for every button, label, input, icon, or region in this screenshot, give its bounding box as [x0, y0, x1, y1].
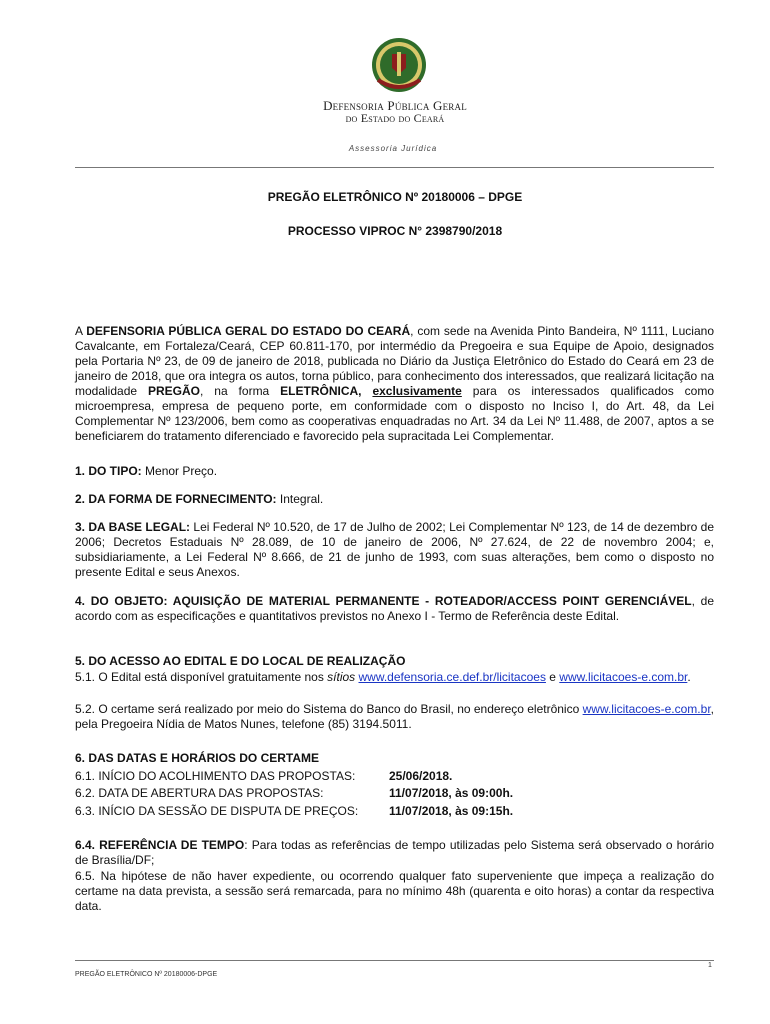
institution-name-line2: do Estado do Ceará [345, 111, 445, 125]
footer-divider [75, 960, 714, 961]
section-6-4: 6.4. REFERÊNCIA DE TEMPO: Para todas as referências de tempo utilizadas pelo Sistema será observado o horário de Brasília/DF; [75, 838, 714, 867]
section-5-1: 5.1. O Edital está disponível gratuitamente nos sítios www.defensoria.ce.def.br/licitacoes e www.licitacoes-e.com.br. [75, 670, 691, 684]
link-defensoria[interactable]: www.defensoria.ce.def.br/licitacoes [358, 670, 546, 684]
intro-paragraph: A DEFENSORIA PÚBLICA GERAL DO ESTADO DO CEARÁ, com sede na Avenida Pinto Bandeira, Nº 1111, Luciano Cavalcante, em Fortaleza/Ceará, CEP 60.811-170, por intermédio da Pregoeira e sua Equipe de Apoio, designados pela Portaria Nº 23, de 09 de janeiro de 2018, publicada no Diário da Justiça Eletrônico do Estado do Ceará em 23 de janeiro de 2018, que ora integra os autos, torna público, para conhecimento dos interessados, que realizará licitação na modalidade PREGÃO, na forma ELETRÔNICA, exclusivamente para os interessados qualificados como microempresa, empresa de pequeno porte, em conformidade com o disposto no Inciso I, do Art. 48, da Lei Complementar Nº 123/2006, bem como as cooperativas enquadradas no Art. 34 da Lei Nº 11.488, de 2007, aptos a se beneficiarem do tratamento diferenciado e favorecido pela supracitada Lei Complementar. [75, 324, 714, 443]
section-6-heading: 6. DAS DATAS E HORÁRIOS DO CERTAME [75, 751, 320, 765]
section-3-base-legal: 3. DA BASE LEGAL: Lei Federal Nº 10.520, de 17 de Julho de 2002; Lei Complementar Nº 123, de 14 de dezembro de 2006; Decretos Estaduais Nº 28.089, de 10 de janeiro de 2006, Nº 27.624, de 22 de novembro 2004; e, subsidiariamente, a Lei Federal Nº 8.666, de 21 de junho de 1993, com suas alterações, bem como o disposto no presente Edital e seus Anexos. [75, 520, 714, 579]
section-6-1-value: 25/06/2018. [389, 769, 453, 783]
section-2-fornecimento: 2. DA FORMA DE FORNECIMENTO: Integral. [75, 492, 324, 506]
link-licitacoes-e[interactable]: www.licitacoes-e.com.br [559, 670, 688, 684]
footer-text: PREGÃO ELETRÔNICO Nº 20180006-DPGE [75, 971, 218, 978]
section-6-1: 6.1. INÍCIO DO ACOLHIMENTO DAS PROPOSTAS: [75, 769, 356, 783]
institution-name-line1: Defensoria Pública Geral [323, 98, 467, 113]
section-6-5: 6.5. Na hipótese de não haver expediente, ou ocorrendo qualquer fato superveniente que impeça a realização do certame na data prevista, a sessão será remarcada, para no mínimo 48h (quarenta e oito horas) a contar da respectiva data. [75, 869, 714, 913]
assessoria-label: Assessoria Jurídica [348, 144, 438, 153]
section-6-2: 6.2. DATA DE ABERTURA DAS PROPOSTAS: [75, 786, 324, 800]
section-5-heading: 5. DO ACESSO AO EDITAL E DO LOCAL DE REALIZAÇÃO [75, 654, 406, 668]
defensoria-emblem-logo [368, 36, 430, 98]
section-6-2-value: 11/07/2018, às 09:00h. [389, 786, 514, 800]
page-number: 1 [708, 962, 712, 969]
section-1-tipo: 1. DO TIPO: Menor Preço. [75, 464, 218, 478]
header-divider [75, 167, 714, 168]
processo-title: PROCESSO VIPROC N° 2398790/2018 [287, 224, 503, 238]
section-5-2: 5.2. O certame será realizado por meio do Sistema do Banco do Brasil, no endereço eletrônico www.licitacoes-e.com.br, pela Pregoeira Nídia de Matos Nunes, telefone (85) 3194.5011. [75, 702, 714, 731]
section-4-objeto: 4. DO OBJETO: AQUISIÇÃO DE MATERIAL PERMANENTE - ROTEADOR/ACCESS POINT GERENCIÁVEL, de acordo com as especificações e quantitativos previstos no Anexo I - Termo de Referência deste Edital. [75, 594, 714, 623]
link-licitacoes-e-2[interactable]: www.licitacoes-e.com.br [582, 702, 711, 716]
section-6-3-value: 11/07/2018, às 09:15h. [389, 804, 514, 818]
section-6-3: 6.3. INÍCIO DA SESSÃO DE DISPUTA DE PREÇOS: [75, 804, 359, 818]
pregao-title: PREGÃO ELETRÔNICO Nº 20180006 – DPGE [267, 190, 523, 204]
